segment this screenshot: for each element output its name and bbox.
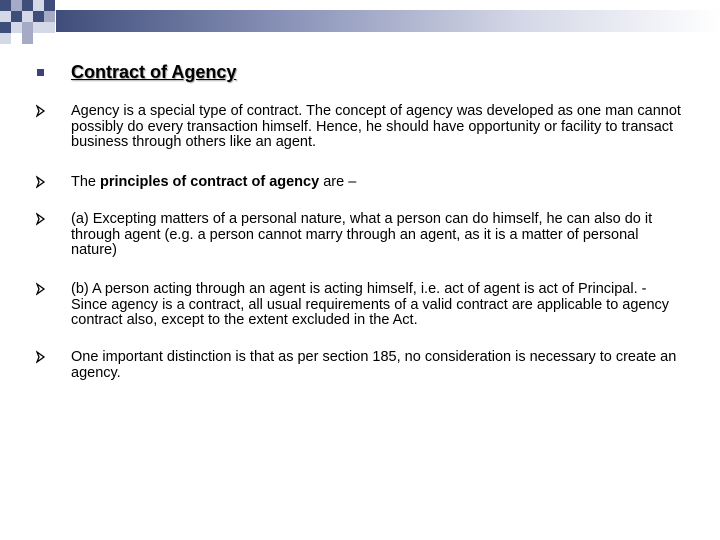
slide-title: Contract of Agency	[71, 62, 237, 82]
checker-square	[22, 0, 33, 11]
header-gradient-bar	[56, 10, 720, 32]
bullet-bold-phrase: principles of contract of agency	[100, 174, 320, 190]
bullet-text: (a) Excepting matters of a personal nature, what a person can do himself, he can also do it through agent (e.g. a person cannot marry through an agent, as it is a matter of personal nature)	[71, 211, 653, 258]
header-decoration	[0, 0, 720, 48]
checker-square	[11, 0, 22, 11]
square-bullet-icon	[37, 69, 44, 76]
arrow-bullet-icon	[36, 350, 46, 364]
checker-square	[44, 22, 55, 33]
checker-square	[0, 33, 11, 44]
bullet-suffix: are –	[319, 174, 357, 190]
checker-square	[22, 22, 33, 33]
checker-square	[11, 22, 22, 33]
checker-square	[44, 0, 55, 11]
checker-square	[22, 33, 33, 44]
checker-square	[0, 11, 11, 22]
bullet-text: (b) A person acting through an agent is acting himself, i.e. act of agent is act of Principal. - Since agency is a contract, all usual requirements of a valid contract are applicable to agency contract also, except to the extent excluded in the Act.	[71, 281, 670, 328]
checker-square	[33, 22, 44, 33]
bullet-text	[71, 175, 686, 191]
checker-square	[33, 11, 44, 22]
checker-square	[22, 11, 33, 22]
checker-square	[0, 0, 11, 11]
arrow-bullet-icon	[36, 175, 46, 189]
arrow-bullet-icon	[36, 282, 46, 296]
bullet-text: Agency is a special type of contract. The concept of agency was developed as one man cannot possibly do every transaction himself. Hence, he should have opportunity or facility to transact business through others like an agent.	[71, 103, 681, 150]
arrow-bullet-icon	[36, 104, 46, 118]
checker-square	[0, 22, 11, 33]
arrow-bullet-icon	[36, 212, 46, 226]
checker-square	[33, 0, 44, 11]
checker-square	[11, 11, 22, 22]
bullet-text: One important distinction is that as per section 185, no consideration is necessary to create an agency.	[71, 349, 677, 381]
checker-square	[44, 11, 55, 22]
bullet-prefix: The	[71, 174, 101, 190]
